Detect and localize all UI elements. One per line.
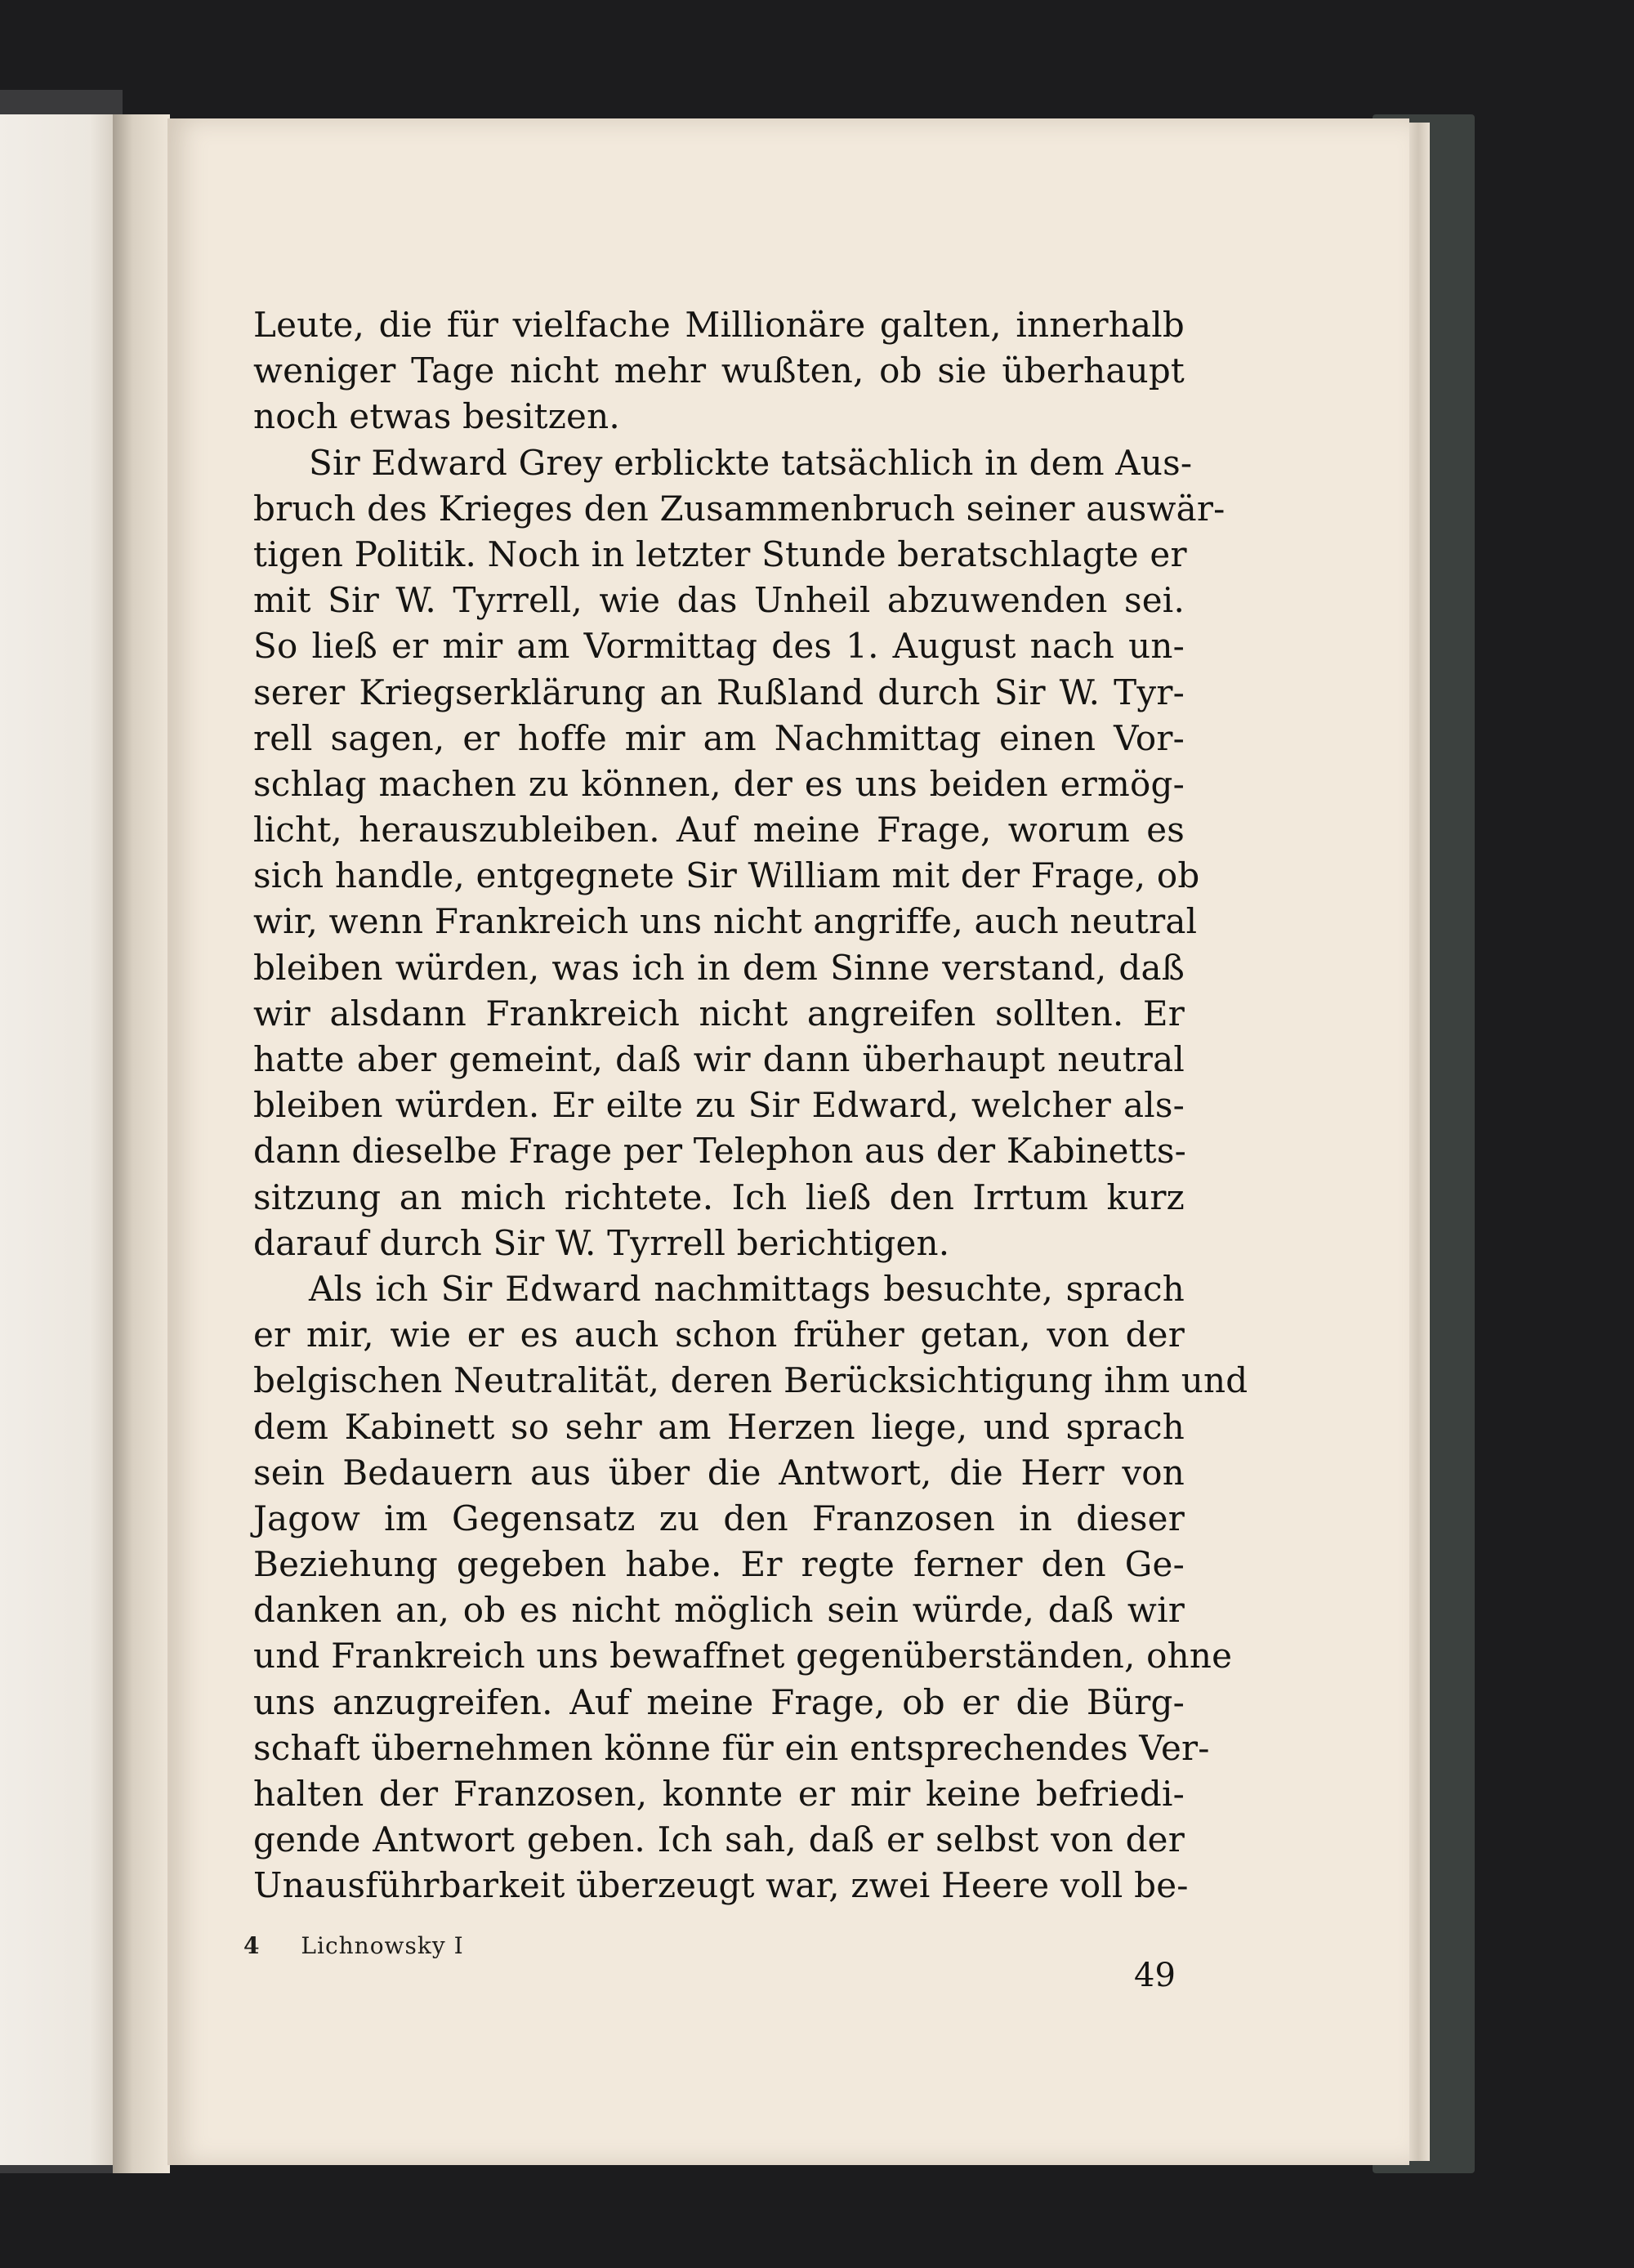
text-line: danken an, ob es nicht möglich sein würde, daß wir [253, 1590, 1185, 1631]
text-line: und Frankreich uns bewaffnet gegenüberständen, ohne [253, 1636, 1233, 1676]
text-line: Sir Edward Grey erblickte tatsächlich in dem Aus- [309, 442, 1193, 483]
page-number: 49 [1134, 1957, 1176, 1994]
text-line: dann dieselbe Frage per Telephon aus der Kabinetts- [253, 1131, 1187, 1172]
text-line: gende Antwort geben. Ich sah, daß er selbst von der [253, 1819, 1185, 1860]
text-line: dem Kabinett so sehr am Herzen liege, und sprach [253, 1406, 1185, 1447]
text-line: uns anzugreifen. Auf meine Frage, ob er die Bürg- [253, 1681, 1185, 1722]
facing-page [0, 114, 115, 2165]
text-line: weniger Tage nicht mehr wußten, ob sie überhaupt [253, 350, 1185, 391]
text-line: bleiben würden. Er eilte zu Sir Edward, welcher als- [253, 1085, 1185, 1126]
signature-text: Lichnowsky I [301, 1932, 464, 1959]
printer-signature [243, 1932, 464, 1959]
text-line: rell sagen, er hoffe mir am Nachmittag einen Vor- [253, 717, 1185, 758]
text-line: hatte aber gemeint, daß wir dann überhaupt neutral [253, 1039, 1185, 1079]
text-line: Beziehung gegeben habe. Er regte ferner den Ge- [253, 1544, 1185, 1585]
text-line: Unausführbarkeit überzeugt war, zwei Heere voll be- [253, 1865, 1189, 1906]
text-line: So ließ er mir am Vormittag des 1. August nach un- [253, 626, 1185, 667]
text-line: Als ich Sir Edward nachmittags besuchte, sprach [309, 1268, 1185, 1309]
text-line: halten der Franzosen, konnte er mir keine befriedi- [253, 1774, 1185, 1814]
text-line: Leute, die für vielfache Millionäre galten, innerhalb [253, 305, 1185, 345]
text-line: schlag machen zu können, der es uns beiden ermög- [253, 763, 1185, 804]
text-line: sitzung an mich richtete. Ich ließ den Irrtum kurz [253, 1176, 1185, 1217]
text-line: belgischen Neutralität, deren Berücksichtigung ihm und [253, 1360, 1248, 1401]
text-line: Jagow im Gegensatz zu den Franzosen in dieser [253, 1498, 1185, 1538]
text-line: sich handle, entgegnete Sir William mit der Frage, ob [253, 855, 1200, 896]
signature-number: 4 [243, 1932, 261, 1959]
text-line: bleiben würden, was ich in dem Sinne verstand, daß [253, 947, 1185, 988]
text-line: wir alsdann Frankreich nicht angreifen sollten. Er [253, 993, 1185, 1034]
book-gutter [113, 114, 170, 2173]
text-line: tigen Politik. Noch in letzter Stunde beratschlagte er [253, 534, 1187, 574]
text-line: er mir, wie er es auch schon früher getan, von der [253, 1315, 1185, 1355]
text-line: sein Bedauern aus über die Antwort, die Herr von [253, 1452, 1185, 1493]
text-line: mit Sir W. Tyrrell, wie das Unheil abzuwenden sei. [253, 580, 1185, 621]
text-line: darauf durch Sir W. Tyrrell berichtigen. [253, 1222, 950, 1263]
text-line: noch etwas besitzen. [253, 396, 620, 437]
text-line: schaft übernehmen könne für ein entsprechendes Ver- [253, 1727, 1210, 1768]
text-line: serer Kriegserklärung an Rußland durch Sir W. Tyr- [253, 672, 1185, 712]
page-edge [1407, 123, 1430, 2161]
text-line: bruch des Krieges den Zusammenbruch seiner auswär- [253, 488, 1226, 529]
text-line: licht, herauszubleiben. Auf meine Frage, worum es [253, 810, 1185, 850]
body-text [253, 302, 1248, 1909]
text-line: wir, wenn Frankreich uns nicht angriffe, auch neutral [253, 901, 1198, 942]
